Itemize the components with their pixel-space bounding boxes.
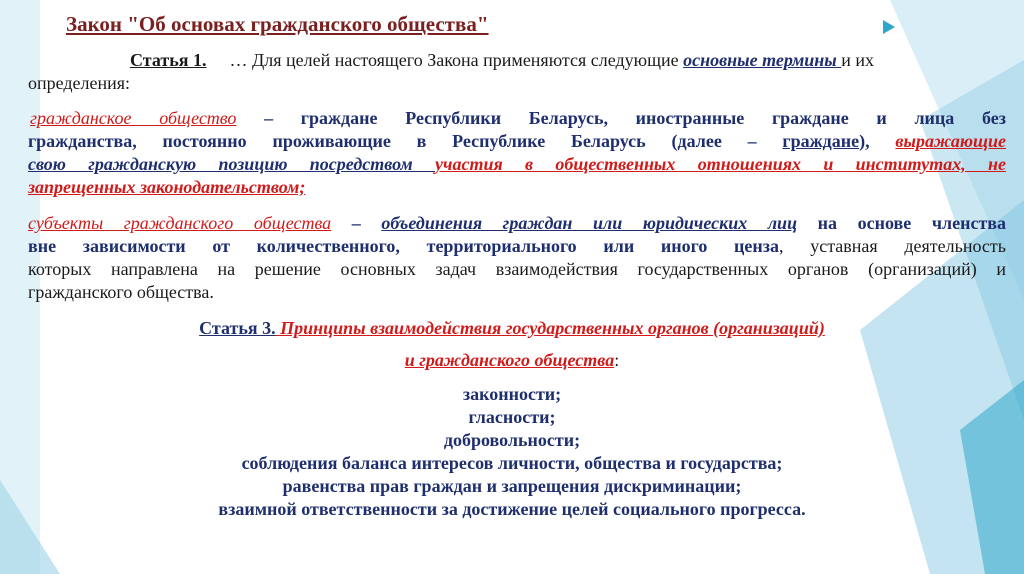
article1-line1 <box>130 50 874 71</box>
def1-line2-term: граждане <box>782 131 860 151</box>
def2-navy-part: объединения граждан или юридических лиц <box>381 213 798 233</box>
principle-item: законности; <box>462 384 562 404</box>
def2-line4: гражданского общества. <box>28 282 214 302</box>
def1-line4: запрещенных законодательством; <box>28 177 306 197</box>
article1-term-link: основные термины <box>683 50 842 70</box>
principle-item: добровольности; <box>443 430 581 450</box>
article3-line1 <box>0 318 1024 339</box>
def1-line2-red: выражающие <box>895 131 1006 151</box>
article1-intro: … Для целей настоящего Закона применяются следующие <box>229 50 684 70</box>
def2-dash: – <box>331 213 382 233</box>
def1-line2-end: ), <box>859 131 896 151</box>
def1-line3 <box>28 154 1006 175</box>
article3-line2 <box>0 350 1024 371</box>
def1-line2 <box>28 131 1006 152</box>
def1-dash: – граждане Республики Беларусь, иностранные граждане и лица без <box>236 108 1006 128</box>
slide-title: Закон "Об основах гражданского общества" <box>66 12 489 36</box>
def1-line2-text: гражданства, постоянно проживающие в Республике Беларусь (далее – <box>28 131 783 151</box>
def2-line1-end: на основе членства <box>797 213 1007 233</box>
def1-line1 <box>30 108 1006 129</box>
def2-line2-end: , уставная деятельность <box>779 236 1006 256</box>
article1-label: Статья 1. <box>130 50 207 70</box>
principle-item: гласности; <box>468 407 556 427</box>
article3-title-line2: и гражданского общества <box>404 350 615 370</box>
article1-intro-end: и их <box>841 50 875 70</box>
def2-line2 <box>28 236 1006 257</box>
def1-term: гражданское общество <box>30 108 237 128</box>
def1-line3-navy: свою гражданскую позицию посредством <box>28 154 436 174</box>
principle-item: равенства прав граждан и запрещения дискриминации; <box>282 476 742 496</box>
principle-item: взаимной ответственности за достижение целей социального прогресса. <box>218 499 806 519</box>
principle-item: соблюдения баланса интересов личности, общества и государства; <box>241 453 783 473</box>
article3-colon: : <box>614 350 620 370</box>
def2-line3: которых направлена на решение основных задач взаимодействия государственных органов (организаций) и <box>28 259 1006 279</box>
def2-term: субъекты гражданского общества <box>28 213 332 233</box>
def2-line2-text: вне зависимости от количественного, территориального или иного ценза <box>28 236 780 256</box>
def1-line3-red: участия в общественных отношениях и институтах, не <box>435 154 1006 174</box>
article3-title-line1: Принципы взаимодействия государственных органов (организаций) <box>275 318 825 338</box>
article1-line2: определения: <box>28 73 131 93</box>
article3-label: Статья 3. <box>199 318 276 338</box>
def2-line1 <box>28 213 1006 234</box>
